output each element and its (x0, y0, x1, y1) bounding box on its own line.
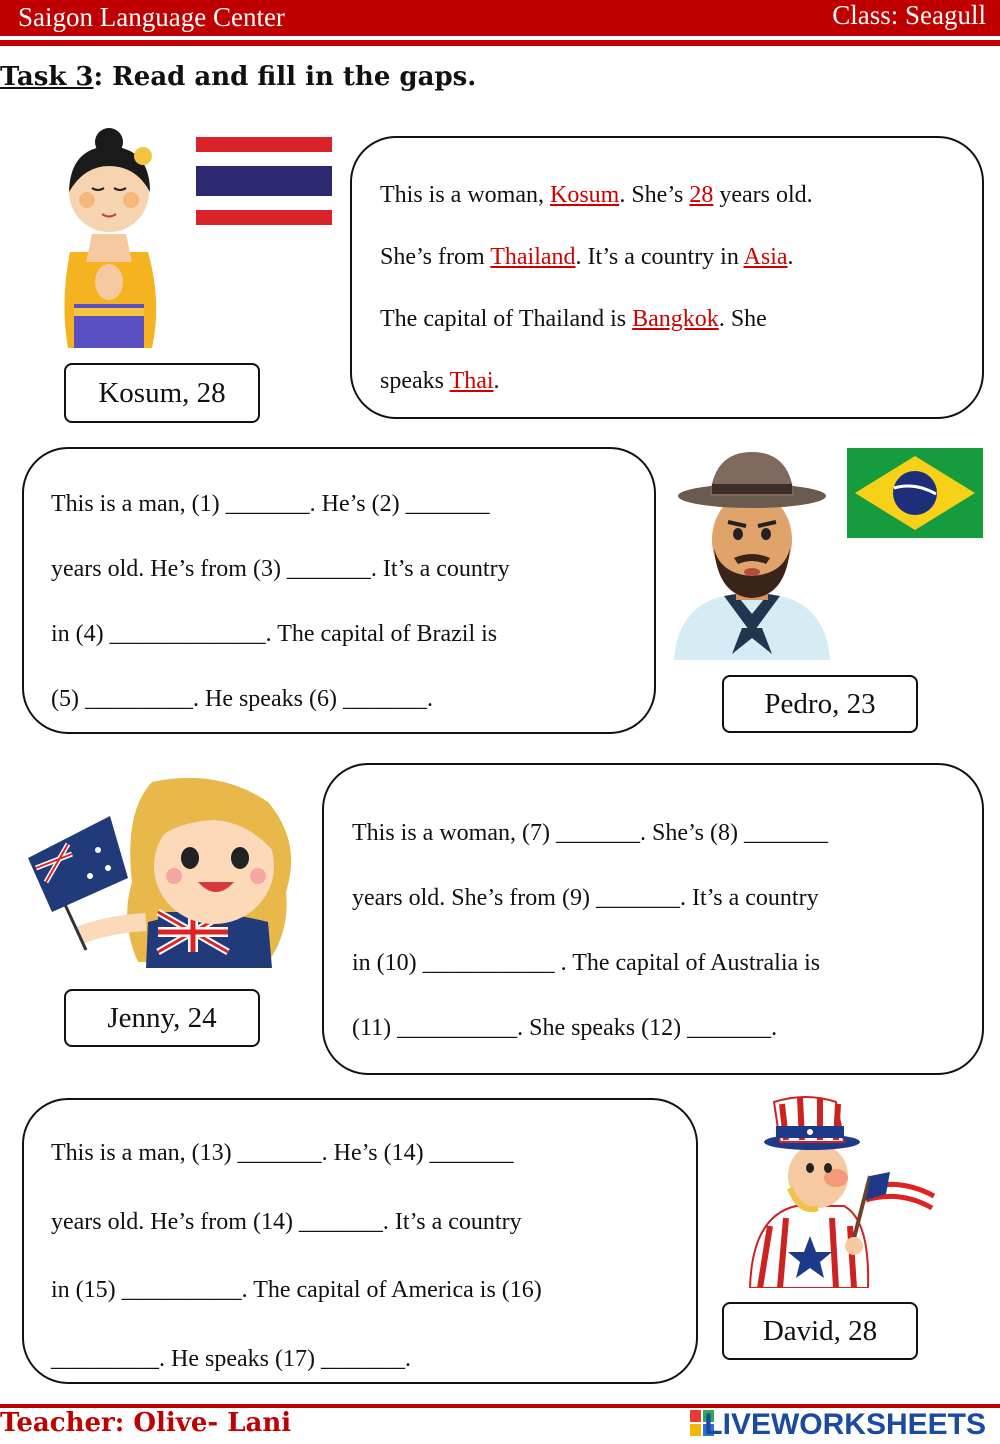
jenny-line-4: (11) __________. She speaks (12) _______. (352, 1015, 778, 1041)
pedro-line-2: years old. He’s from (3) _______. It’s a country (51, 556, 510, 582)
david-name-tag (722, 1302, 918, 1360)
answer-kosum: Kosum (549, 182, 620, 208)
jenny-text-bubble (322, 763, 984, 1075)
david-name-label: David, 28 (762, 1315, 878, 1347)
david-line-4: _________. He speaks (17) _______. (51, 1346, 411, 1372)
thai-woman-illustration (40, 122, 180, 352)
answer-country: Thailand (490, 244, 576, 270)
liveworksheets-brand[interactable]: LIVEWORKSHEETS (704, 1408, 986, 1441)
teacher-name: Teacher: Olive- Lani (0, 1408, 292, 1438)
text: speaks (380, 368, 450, 394)
thailand-flag-icon (196, 137, 332, 225)
david-line-1: This is a man, (13) _______. He’s (14) _______ (51, 1140, 514, 1166)
jenny-line-1: This is a woman, (7) _______. She’s (8) _______ (352, 820, 828, 846)
kosum-line-3 (380, 306, 767, 333)
task-number: Task 3 (0, 62, 94, 92)
text: years old. (713, 182, 813, 208)
kosum-line-4 (380, 368, 500, 395)
david-text-bubble (22, 1098, 698, 1384)
david-line-2: years old. He’s from (14) _______. It’s a country (51, 1209, 522, 1235)
jenny-line-2: years old. She’s from (9) _______. It’s a country (352, 885, 819, 911)
kosum-name-label: Kosum, 28 (98, 377, 226, 409)
pedro-line-4: (5) _________. He speaks (6) _______. (51, 686, 433, 712)
task-title (0, 62, 476, 92)
answer-capital: Bangkok (632, 306, 719, 332)
david-line-3: in (15) __________. The capital of America is (16) (51, 1277, 542, 1303)
answer-age: 28 (689, 182, 714, 208)
text: . (787, 244, 794, 270)
australia-girl-illustration (28, 772, 298, 972)
jenny-name-label: Jenny, 24 (107, 1002, 217, 1034)
jenny-line-3: in (10) ___________ . The capital of Australia is (352, 950, 821, 976)
pedro-text-bubble (22, 447, 656, 734)
text: The capital of Thailand is (380, 306, 633, 332)
uncle-sam-illustration (740, 1096, 936, 1288)
pedro-name-label: Pedro, 23 (764, 688, 876, 720)
kosum-line-1 (380, 182, 813, 209)
kosum-line-2 (380, 244, 794, 271)
brazil-flag-icon (847, 448, 983, 538)
text: . She (718, 306, 767, 332)
pedro-name-tag (722, 675, 918, 733)
answer-continent: Asia (743, 244, 788, 270)
text: This is a woman, (380, 182, 550, 208)
text: . It’s a country in (575, 244, 744, 270)
text: She’s from (380, 244, 491, 270)
pedro-line-3: in (4) _____________. The capital of Brazil is (51, 621, 498, 647)
brazil-man-illustration (674, 448, 830, 660)
school-name: Saigon Language Center (18, 2, 285, 32)
pedro-line-1: This is a man, (1) _______. He’s (2) _______ (51, 491, 490, 517)
jenny-name-tag (64, 989, 260, 1047)
text: . She’s (619, 182, 690, 208)
kosum-text-bubble (350, 136, 984, 419)
answer-language: Thai (449, 368, 494, 394)
text: . (493, 368, 500, 394)
header-bar (0, 0, 1000, 36)
class-label: Class: Seagull (832, 0, 986, 30)
task-instruction: : Read and fill in the gaps. (93, 62, 477, 92)
header-divider (0, 40, 1000, 46)
kosum-name-tag (64, 363, 260, 423)
